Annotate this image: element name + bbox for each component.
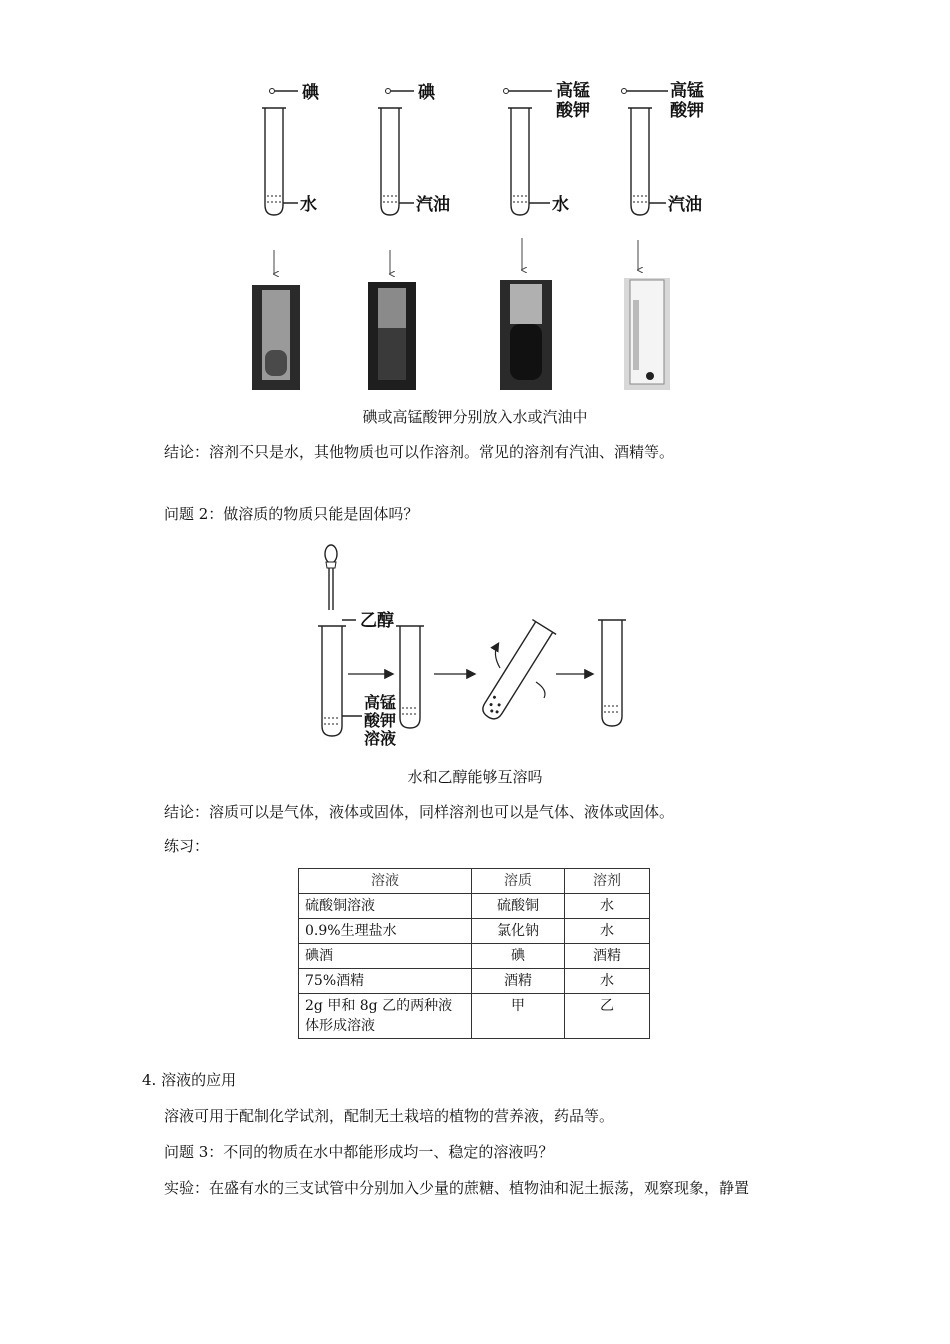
question-3: 问题 3：不同的物质在水中都能形成均一、稳定的溶液吗？: [164, 1143, 554, 1161]
label-kmno4-1: 高锰: [556, 81, 590, 101]
table-cell: 乙: [565, 994, 650, 1039]
test-tube-iodine-gasoline: [368, 83, 450, 390]
label-kmno4-2: 酸钾: [556, 101, 590, 121]
label-solution-3: 溶液: [364, 729, 397, 748]
label-gasoline: 汽油: [416, 195, 450, 215]
table-row: [299, 994, 650, 1039]
table-cell: 酒精: [565, 944, 650, 969]
table-cell: 75%酒精: [299, 969, 472, 994]
table-cell: 碘酒: [299, 944, 472, 969]
table-row: [299, 894, 650, 919]
table-row: [299, 919, 650, 944]
table-row: [299, 969, 650, 994]
table-cell: 水: [565, 969, 650, 994]
label-water: 水: [552, 195, 569, 215]
test-tube-kmno4-gasoline: [622, 80, 705, 390]
label-water: 水: [300, 195, 317, 215]
test-tube-iodine-water: [252, 83, 320, 390]
label-iodine: 碘: [302, 83, 319, 103]
label-iodine: 碘: [418, 83, 435, 103]
table-cell: 硫酸铜: [472, 894, 565, 919]
table-cell: 硫酸铜溶液: [299, 894, 472, 919]
label-solution-2: 酸钾: [364, 711, 397, 730]
figure1-caption: 碘或高锰酸钾分别放入水或汽油中: [362, 408, 588, 426]
label-ethanol: 乙醇: [360, 611, 394, 631]
table-header: 溶剂: [565, 869, 650, 894]
experiment-text: 实验：在盛有水的三支试管中分别加入少量的蔗糖、植物油和泥土振荡，观察现象，静置: [164, 1179, 750, 1197]
label-kmno4-2: 酸钾: [670, 101, 704, 121]
table-cell: 碘: [472, 944, 565, 969]
table-header-row: [299, 869, 650, 894]
table-cell: 酒精: [472, 969, 565, 994]
section-4-title: 4. 溶液的应用: [142, 1071, 237, 1089]
table-cell: 水: [565, 894, 650, 919]
table-header: 溶液: [299, 869, 472, 894]
table-row: [299, 944, 650, 969]
label-kmno4-1: 高锰: [670, 81, 704, 101]
figure-iodine-kmno4-diagram: [240, 70, 740, 400]
figure-ethanol-mixing-diagram: [300, 540, 640, 760]
figure2-caption: 水和乙醇能够互溶吗: [407, 768, 543, 786]
exercise-label: 练习：: [164, 837, 210, 855]
table-cell: 水: [565, 919, 650, 944]
dropper-icon: [325, 545, 337, 610]
table-cell: 氯化钠: [472, 919, 565, 944]
table-header: 溶质: [472, 869, 565, 894]
exercise-table: [298, 868, 650, 1039]
question-2: 问题 2：做溶质的物质只能是固体吗？: [164, 505, 419, 523]
label-gasoline: 汽油: [668, 195, 702, 215]
test-tube-kmno4-water: [500, 80, 590, 390]
label-solution-1: 高锰: [364, 693, 397, 712]
table-cell: 0.9%生理盐水: [299, 919, 472, 944]
conclusion-1: 结论：溶剂不只是水，其他物质也可以作溶剂。常见的溶剂有汽油、酒精等。: [164, 443, 675, 461]
conclusion-2: 结论：溶质可以是气体，液体或固体，同样溶剂也可以是气体、液体或固体。: [164, 803, 675, 821]
table-cell: 甲: [472, 994, 565, 1039]
table-cell: 2g 甲和 8g 乙的两种液体形成溶液: [299, 994, 472, 1039]
section-4-text: 溶液可用于配制化学试剂，配制无土栽培的植物的营养液，药品等。: [164, 1107, 615, 1125]
